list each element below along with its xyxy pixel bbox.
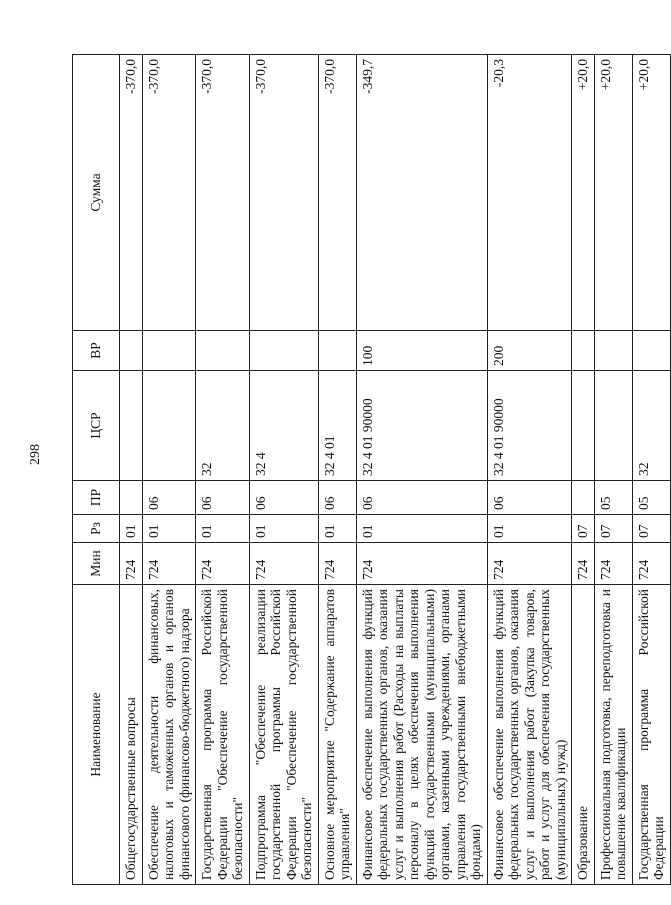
table-row xyxy=(594,55,632,885)
cell-pr: 05 xyxy=(594,481,632,515)
col-header-rz: Рз xyxy=(73,515,120,543)
cell-pr xyxy=(120,481,143,515)
table-row xyxy=(632,55,670,885)
cell-vr xyxy=(594,331,632,371)
table-row xyxy=(318,55,356,885)
table-row xyxy=(142,55,196,885)
cell-csr: 32 4 01 xyxy=(318,371,356,481)
cell-sum: -370,0 xyxy=(249,55,318,331)
cell-name: Финансовое обеспечение выполнения функций федеральных государственных органов, оказания услуг и выполнения работ (Расходы на выплаты персоналу в целях обеспечения выполнения функций государственными (муниципальными) органами, казенными учреждениями, органами управления государственными внебюджетными фондами) xyxy=(356,585,487,885)
cell-rz: 07 xyxy=(632,515,670,543)
table-header-row xyxy=(73,55,120,885)
cell-vr xyxy=(318,331,356,371)
table-row xyxy=(120,55,143,885)
cell-name: Общегосударственные вопросы xyxy=(120,585,143,885)
cell-vr xyxy=(196,331,250,371)
cell-pr: 05 xyxy=(632,481,670,515)
table-row xyxy=(196,55,250,885)
col-header-sum: Сумма xyxy=(73,55,120,331)
col-header-min: Мин xyxy=(73,543,120,585)
cell-sum: -370,0 xyxy=(142,55,196,331)
cell-rz: 01 xyxy=(120,515,143,543)
cell-vr: 200 xyxy=(487,331,572,371)
cell-pr: 06 xyxy=(196,481,250,515)
cell-min: 724 xyxy=(572,543,595,585)
cell-sum: -20,3 xyxy=(487,55,572,331)
cell-vr xyxy=(142,331,196,371)
cell-name: Обеспечение деятельности финансовых, налоговых и таможенных органов и органов финансового (финансово-бюджетного) надзора xyxy=(142,585,196,885)
cell-csr xyxy=(142,371,196,481)
cell-name: Образование xyxy=(572,585,595,885)
cell-vr xyxy=(572,331,595,371)
cell-rz: 01 xyxy=(142,515,196,543)
col-header-vr: ВР xyxy=(73,331,120,371)
budget-table xyxy=(72,54,671,885)
cell-rz: 01 xyxy=(356,515,487,543)
cell-csr: 32 xyxy=(632,371,670,481)
cell-min: 724 xyxy=(120,543,143,585)
cell-min: 724 xyxy=(356,543,487,585)
col-header-csr: ЦСР xyxy=(73,371,120,481)
cell-csr: 32 4 01 90000 xyxy=(356,371,487,481)
cell-min: 724 xyxy=(632,543,670,585)
cell-min: 724 xyxy=(249,543,318,585)
cell-vr xyxy=(249,331,318,371)
cell-csr: 32 4 xyxy=(249,371,318,481)
cell-name: Государственная программа Российской Федерации xyxy=(632,585,670,885)
cell-csr xyxy=(594,371,632,481)
cell-sum: +20,0 xyxy=(632,55,670,331)
cell-pr: 06 xyxy=(487,481,572,515)
cell-pr: 06 xyxy=(249,481,318,515)
cell-csr xyxy=(120,371,143,481)
cell-sum: -370,0 xyxy=(120,55,143,331)
cell-csr: 32 xyxy=(196,371,250,481)
cell-sum: -370,0 xyxy=(196,55,250,331)
cell-min: 724 xyxy=(594,543,632,585)
cell-name: Профессиональная подготовка, переподготовка и повышение квалификации xyxy=(594,585,632,885)
table-row xyxy=(249,55,318,885)
cell-csr xyxy=(572,371,595,481)
cell-pr: 06 xyxy=(356,481,487,515)
cell-csr: 32 4 01 90000 xyxy=(487,371,572,481)
col-header-pr: ПР xyxy=(73,481,120,515)
cell-rz: 01 xyxy=(318,515,356,543)
col-header-name: Наименование xyxy=(73,585,120,885)
cell-min: 724 xyxy=(196,543,250,585)
cell-name: Подпрограмма "Обеспечение реализации государственной программы Российской Федерации "Обеспечение государственной безопасности" xyxy=(249,585,318,885)
cell-name: Основное мероприятие "Содержание аппаратов управления" xyxy=(318,585,356,885)
cell-rz: 07 xyxy=(594,515,632,543)
cell-rz: 01 xyxy=(487,515,572,543)
cell-rz: 01 xyxy=(249,515,318,543)
cell-pr: 06 xyxy=(318,481,356,515)
cell-pr: 06 xyxy=(142,481,196,515)
page-number: 298 xyxy=(28,444,43,465)
cell-pr xyxy=(572,481,595,515)
cell-vr xyxy=(120,331,143,371)
cell-min: 724 xyxy=(142,543,196,585)
cell-rz: 07 xyxy=(572,515,595,543)
cell-rz: 01 xyxy=(196,515,250,543)
cell-sum: +20,0 xyxy=(572,55,595,331)
table-row xyxy=(356,55,487,885)
cell-name: Государственная программа Российской Федерации "Обеспечение государственной безопасности" xyxy=(196,585,250,885)
cell-vr xyxy=(632,331,670,371)
table-row xyxy=(572,55,595,885)
cell-min: 724 xyxy=(487,543,572,585)
table-row xyxy=(487,55,572,885)
cell-min: 724 xyxy=(318,543,356,585)
cell-vr: 100 xyxy=(356,331,487,371)
cell-sum: -349,7 xyxy=(356,55,487,331)
cell-sum: -370,0 xyxy=(318,55,356,331)
cell-name: Финансовое обеспечение выполнения функций федеральных государственных органов, оказания услуг и выполнения работ (Закупка товаров, работ и услуг для обеспечения государственных (муниципальных) нужд) xyxy=(487,585,572,885)
cell-sum: +20,0 xyxy=(594,55,632,331)
